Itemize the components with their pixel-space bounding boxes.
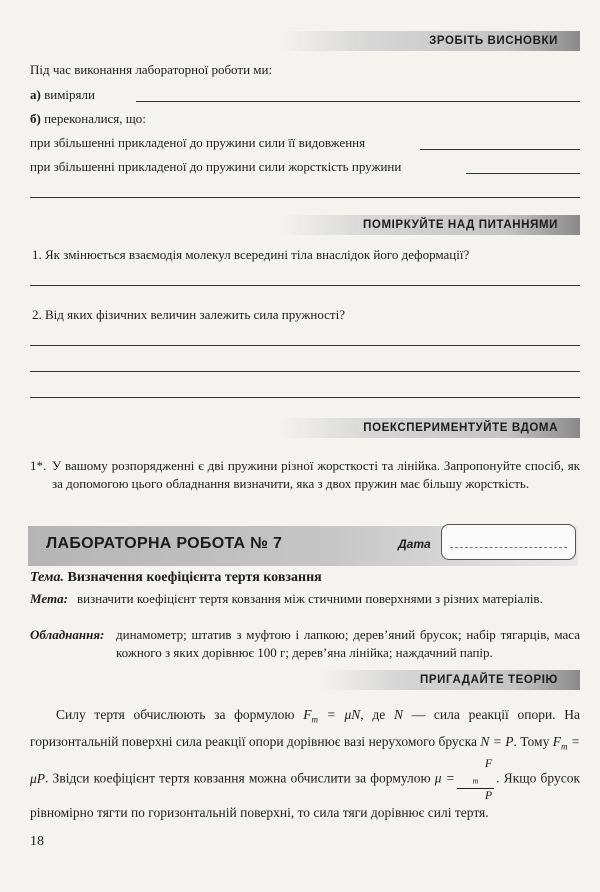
item-b-label: б) (30, 111, 41, 126)
theme-text: Визначення коефіцієнта тертя ковзання (67, 570, 322, 585)
formula-n-eq-p: N = P (480, 733, 514, 749)
item-a-text: виміряли (44, 87, 95, 102)
item-a-label: а) (30, 87, 41, 102)
theme-label: Тема. (30, 570, 65, 585)
item-b-text: переконалися, що: (44, 111, 146, 126)
f1-letter: F (303, 707, 312, 722)
answer-line-q1[interactable] (30, 285, 580, 286)
answer-line-stiffness[interactable] (466, 173, 580, 174)
f2-subscript: т (560, 741, 568, 752)
theory-p3: — сила реакції опори. На горизонтальній поверхні сила реакції опори дорівнює вазі нерухомого бруска (30, 707, 581, 749)
theory-p1: Силу тертя обчислюють за формулою (56, 707, 295, 722)
fraction-denominator: P (484, 787, 493, 802)
task-number: 1*. (30, 458, 47, 473)
fraction-numerator (457, 757, 494, 788)
answer-line-q2-1[interactable] (30, 345, 580, 346)
f2-letter: F (552, 733, 561, 749)
theory-banner: ПРИГАДАЙТЕ ТЕОРІЮ (320, 670, 580, 690)
conclusions-banner: ЗРОБІТЬ ВИСНОВКИ (280, 31, 580, 51)
answer-line-q2-2[interactable] (30, 371, 580, 372)
theory-p6: . Якщо брусок рівномірно тягти по горизонтальній поверхні, то сила тяги дорівнює силі тертя. (30, 770, 581, 820)
goal-row (30, 590, 580, 608)
date-field-line (450, 547, 567, 548)
lab-work-header (28, 526, 578, 566)
answer-line-measured[interactable] (136, 101, 580, 102)
question-2: 2. Від яких фізичних величин залежить сила пружності? (32, 307, 345, 322)
date-field[interactable] (441, 524, 576, 560)
home-experiment-task (30, 457, 580, 493)
task-text: У вашому розпорядженні є дві пружини різної жорсткості та лінійка. Запропонуйте спосіб, як за допомогою цього обладнання визначити, яка з двох пружин має більшу жорсткість. (52, 458, 580, 491)
conclusion-elongation: при збільшенні прикладеної до пружини сили її видовження (30, 135, 366, 150)
goal-label: Мета: (30, 591, 68, 606)
ensured-label-row (30, 111, 146, 127)
answer-line-elongation[interactable] (420, 149, 580, 150)
conclusion-stiffness: при збільшенні прикладеної до пружини сили жорсткість пружини (30, 159, 402, 174)
mu-equals: μ = (434, 770, 455, 786)
answer-line-q2-3[interactable] (30, 397, 580, 398)
num-subscript: т (472, 776, 479, 786)
measured-label-row (30, 87, 95, 103)
formula-mu-fraction (457, 757, 494, 801)
answer-line-extra[interactable] (30, 197, 580, 198)
equipment-label: Обладнання: (30, 627, 105, 642)
lab-title: ЛАБОРАТОРНА РОБОТА № 7 (46, 535, 283, 552)
num-letter: F (484, 756, 493, 771)
equipment-row (30, 626, 580, 662)
questions-banner: ПОМІРКУЙТЕ НАД ПИТАННЯМИ (280, 215, 580, 235)
theme-row (30, 570, 322, 586)
theory-p5: . Звідси коефіцієнт тертя ковзання можна обчислити за формулою (45, 770, 431, 786)
theory-p4: . Тому (513, 733, 550, 749)
f1-subscript: т (311, 714, 318, 725)
question-1: 1. Як змінюється взаємодія молекул всередині тіла внаслідок його деформації? (32, 247, 470, 262)
conclusions-intro: Під час виконання лабораторної роботи ми: (30, 62, 273, 77)
n-variable: N (393, 707, 403, 722)
theory-text (30, 704, 580, 824)
formula-friction (303, 707, 361, 725)
f2-rest: = μP (30, 733, 580, 786)
equipment-text: динамометр; штатив з муфтою і лапкою; дерев’яний брусок; набір тягарців, маса кожного з яких дорівнює 100 г; дерев’яна лінійка; наждачний папір. (116, 627, 580, 660)
theory-p2: , де (360, 707, 386, 722)
experiment-banner: ПОЕКСПЕРИМЕНТУЙТЕ ВДОМА (280, 418, 580, 438)
date-label: Дата (398, 537, 431, 551)
f1-rest: = μN (317, 707, 361, 722)
goal-text: визначити коефіцієнт тертя ковзання між стичними поверхнями з різних матеріалів. (77, 591, 543, 606)
page-number: 18 (30, 834, 44, 849)
